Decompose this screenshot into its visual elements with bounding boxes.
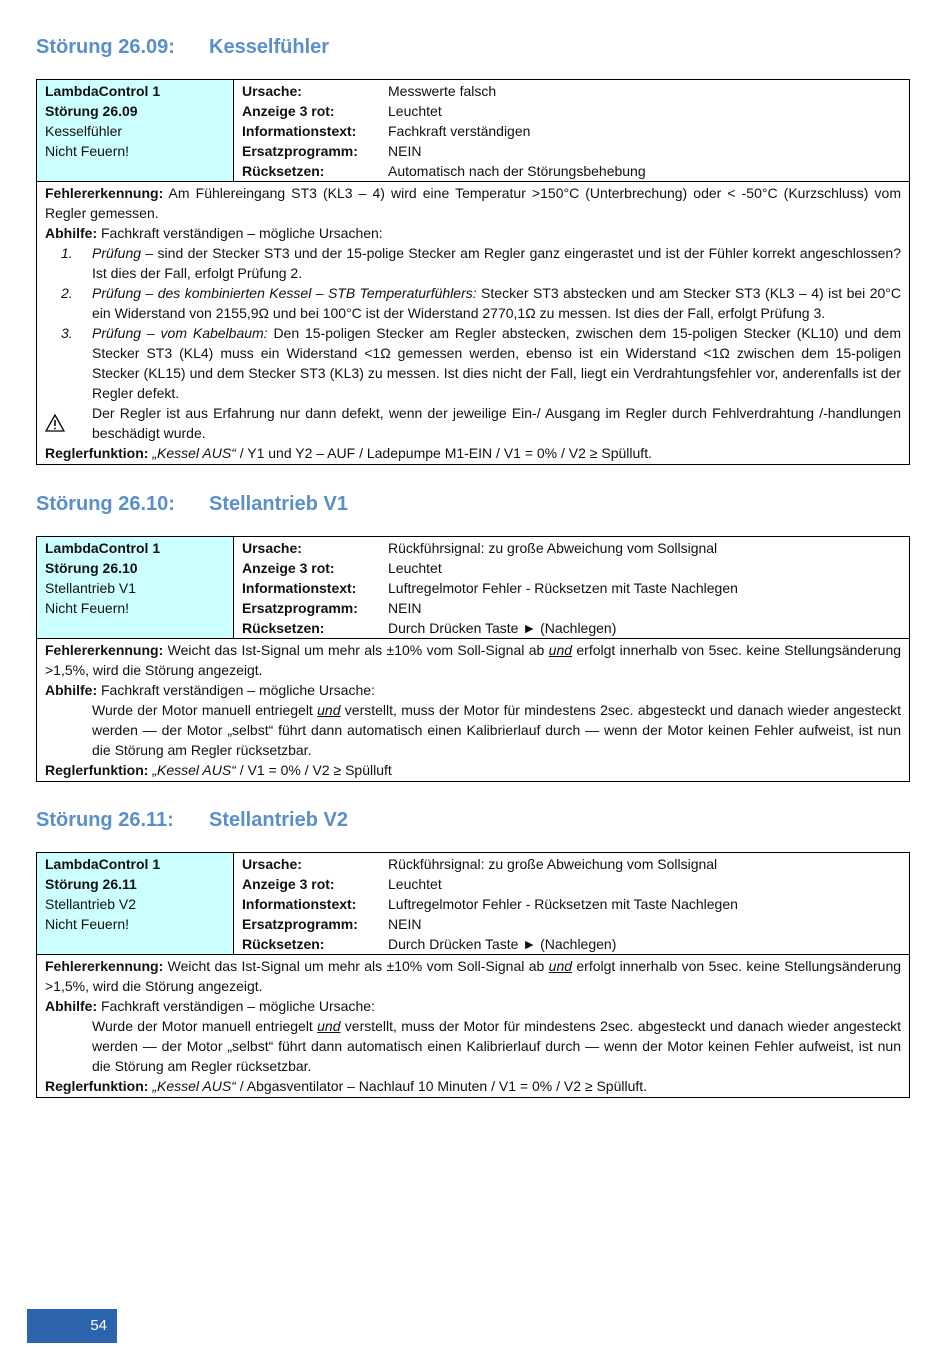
remedy-text: Fachkraft verständigen – mögliche Ursache: xyxy=(97,998,375,1014)
detail-value: Fachkraft verständigen xyxy=(388,123,531,139)
detail-row xyxy=(242,618,909,638)
detail-value: Leuchtet xyxy=(388,103,442,119)
check-list xyxy=(45,243,901,403)
remedy-body xyxy=(45,700,901,760)
detail-row xyxy=(242,538,909,558)
device-info-cell xyxy=(37,80,234,181)
detail-row xyxy=(242,558,909,578)
remedy-body xyxy=(45,1016,901,1076)
controller-function-label: Reglerfunktion: xyxy=(45,762,149,778)
fault-number: Störung 26.09: xyxy=(36,36,175,58)
list-number: 3. xyxy=(61,325,73,341)
detail-row xyxy=(242,121,909,141)
error-detection xyxy=(45,956,901,996)
error-detection-label: Fehlererkennung: xyxy=(45,185,164,201)
detail-value: NEIN xyxy=(388,143,422,159)
error-detection-label: Fehlererkennung: xyxy=(45,642,164,658)
detail-key: Informationstext: xyxy=(242,123,357,139)
detail-key: Ursache: xyxy=(242,856,302,872)
fault-component: Stellantrieb V1 xyxy=(45,580,137,596)
page-number: 54 xyxy=(90,1317,107,1334)
step-text: – sind der Stecker ST3 und der 15-polige Stecker am Regler ganz eingerastet und ist der Fühler korrekt angeschlossen? Ist dies der Fall, erfolgt Prüfung 2. xyxy=(92,245,901,281)
error-detection xyxy=(45,640,901,680)
fault-action: Nicht Feuern! xyxy=(45,916,130,932)
fault-code: Störung 26.10 xyxy=(45,560,138,576)
detail-row xyxy=(242,81,909,101)
emphasis-und: und xyxy=(548,958,573,974)
detail-row xyxy=(242,894,909,914)
emphasis-und: und xyxy=(548,642,573,658)
detail-value: Durch Drücken Taste ► (Nachlegen) xyxy=(388,620,617,636)
step-text: Stecker ST3 abstecken und am Stecker ST3 (KL3 – 4) ist bei 20°C ein Widerstand von 2155,9Ω und bei 100°C ist der Widerstand 2770,1Ω zu messen. Ist dies der Fall, erfolgt Prüfung 3. xyxy=(92,285,901,321)
fault-component: Stellantrieb V2 xyxy=(45,896,137,912)
detail-key: Informationstext: xyxy=(242,896,357,912)
detail-value: Automatisch nach der Störungsbehebung xyxy=(388,163,646,179)
detail-row xyxy=(242,854,909,874)
detail-key: Ersatzprogramm: xyxy=(242,916,358,932)
device-info-cell xyxy=(37,537,234,638)
error-detection xyxy=(45,183,901,223)
remedy xyxy=(45,223,901,243)
detail-value: NEIN xyxy=(388,916,422,932)
section-heading xyxy=(36,32,910,62)
device-name: LambdaControl 1 xyxy=(45,83,161,99)
error-detection-text: Weicht das Ist-Signal um mehr als ±10% vom Soll-Signal ab xyxy=(163,642,549,658)
step-lead: Prüfung – des kombinierten Kessel – STB Temperaturfühlers: xyxy=(92,285,477,301)
controller-function-label: Reglerfunktion: xyxy=(45,1078,149,1094)
error-detection-text: erfolgt innerhalb von 5sec. keine Stellungsänderung >1,5%, wird die Störung angezeigt. xyxy=(45,958,902,994)
remedy xyxy=(45,680,901,700)
detail-key: Rücksetzen: xyxy=(242,936,325,952)
fault-table xyxy=(36,536,910,782)
detail-value: Luftregelmotor Fehler - Rücksetzen mit Taste Nachlegen xyxy=(388,580,738,596)
step-lead: Prüfung xyxy=(92,245,142,261)
controller-function-text: / V1 = 0% / V2 ≥ Spülluft xyxy=(235,762,392,778)
error-detection-label: Fehlererkennung: xyxy=(45,958,164,974)
section-heading xyxy=(36,489,910,519)
section-26-09 xyxy=(36,32,910,465)
step-lead: Prüfung – vom Kabelbaum: xyxy=(92,325,268,341)
device-info-cell xyxy=(37,853,234,954)
remedy-label: Abhilfe: xyxy=(45,225,98,241)
detail-row xyxy=(242,914,909,934)
detail-value: Durch Drücken Taste ► (Nachlegen) xyxy=(388,936,617,952)
detail-value: Leuchtet xyxy=(388,876,442,892)
device-name: LambdaControl 1 xyxy=(45,856,161,872)
detail-row xyxy=(242,598,909,618)
detail-key: Ursache: xyxy=(242,83,302,99)
remedy-body-text: Wurde der Motor manuell entriegelt xyxy=(92,702,318,718)
controller-function-label: Reglerfunktion: xyxy=(45,445,149,461)
remedy-label: Abhilfe: xyxy=(45,998,98,1014)
details-cell xyxy=(234,853,909,954)
detail-value: Leuchtet xyxy=(388,560,442,576)
list-number: 1. xyxy=(61,245,73,261)
remedy-label: Abhilfe: xyxy=(45,682,98,698)
section-26-11 xyxy=(36,805,910,1098)
detail-key: Ersatzprogramm: xyxy=(242,600,358,616)
controller-function-text: / Abgasventilator – Nachlauf 10 Minuten / V1 = 0% / V2 ≥ Spülluft. xyxy=(235,1078,648,1094)
remedy-text: Fachkraft verständigen – mögliche Ursache: xyxy=(97,682,375,698)
error-detection-text: Weicht das Ist-Signal um mehr als ±10% vom Soll-Signal ab xyxy=(163,958,549,974)
detail-key: Rücksetzen: xyxy=(242,620,325,636)
error-detection-text: Am Fühlereingang ST3 (KL3 – 4) wird eine Temperatur >150°C (Unterbrechung) oder < -50°C (Kurzschluss) vom Regler gemessen. xyxy=(45,185,901,221)
fault-title: Kesselfühler xyxy=(209,36,330,58)
fault-number: Störung 26.11: xyxy=(36,809,174,831)
fault-title: Stellantrieb V2 xyxy=(209,809,348,831)
fault-action: Nicht Feuern! xyxy=(45,143,130,159)
error-detection-text: erfolgt innerhalb von 5sec. keine Stellungsänderung >1,5%, wird die Störung angezeigt. xyxy=(45,642,902,678)
description-cell xyxy=(37,182,909,464)
detail-value: Luftregelmotor Fehler - Rücksetzen mit Taste Nachlegen xyxy=(388,896,738,912)
fault-table xyxy=(36,79,910,465)
remedy-body-text: verstellt, muss der Motor für mindestens 2sec. abgesteckt und danach wieder angesteckt werden — der Motor „selbst“ führt dann automatisch einen Kalibrierlauf durch — wenn der Motor keinen Fehler aufweist, ist nun die Störung am Regler rücksetzbar. xyxy=(92,702,901,758)
device-name: LambdaControl 1 xyxy=(45,540,161,556)
controller-function-text: / Y1 und Y2 – AUF / Ladepumpe M1-EIN / V1 = 0% / V2 ≥ Spülluft. xyxy=(235,445,652,461)
detail-key: Informationstext: xyxy=(242,580,357,596)
details-cell xyxy=(234,80,909,181)
detail-key: Anzeige 3 rot: xyxy=(242,103,335,119)
controller-function xyxy=(45,1076,901,1096)
fault-number: Störung 26.10: xyxy=(36,493,175,515)
detail-key: Ersatzprogramm: xyxy=(242,143,358,159)
fault-table xyxy=(36,852,910,1098)
remedy-text: Fachkraft verständigen – mögliche Ursachen: xyxy=(97,225,383,241)
detail-key: Anzeige 3 rot: xyxy=(242,876,335,892)
remedy-body-text: Wurde der Motor manuell entriegelt xyxy=(92,1018,318,1034)
description-cell xyxy=(37,955,909,1097)
fault-title: Stellantrieb V1 xyxy=(209,493,348,515)
details-cell xyxy=(234,537,909,638)
detail-value: Messwerte falsch xyxy=(388,83,497,99)
detail-row xyxy=(242,161,909,181)
list-item xyxy=(45,323,901,403)
detail-value: Rückführsignal: zu große Abweichung vom Sollsignal xyxy=(388,540,718,556)
warning-triangle-icon xyxy=(45,403,92,443)
controller-function-italic: „Kessel AUS“ xyxy=(148,1078,236,1094)
detail-row xyxy=(242,141,909,161)
detail-value: Rückführsignal: zu große Abweichung vom Sollsignal xyxy=(388,856,718,872)
detail-row xyxy=(242,578,909,598)
controller-function-italic: „Kessel AUS“ xyxy=(148,445,236,461)
controller-function xyxy=(45,443,901,463)
section-heading xyxy=(36,805,910,835)
fault-action: Nicht Feuern! xyxy=(45,600,130,616)
emphasis-und: und xyxy=(317,702,341,718)
page-number-box xyxy=(27,1309,117,1343)
detail-value: NEIN xyxy=(388,600,422,616)
fault-code: Störung 26.11 xyxy=(45,876,137,892)
warning-note xyxy=(45,403,901,443)
fault-code: Störung 26.09 xyxy=(45,103,138,119)
step-text: Den 15-poligen Stecker am Regler abstecken, zwischen dem 15-poligen Stecker (KL10) und dem Stecker ST3 (KL4) muss ein Widerstand <1Ω gemessen werden, ebenso ist ein Widerstand <1Ω zwischen dem 15-poligen Stecker (KL15) und dem Stecker ST3 (KL3) zu messen. Ist dies nicht der Fall, liegt ein Verdrahtungsfehler vor, anderenfalls ist der Regler defekt. xyxy=(92,325,901,401)
controller-function xyxy=(45,760,901,780)
remedy-body-text: verstellt, muss der Motor für mindestens 2sec. abgesteckt und danach wieder angesteckt werden — der Motor „selbst“ führt dann automatisch einen Kalibrierlauf durch — wenn der Motor keinen Fehler aufweist, ist nun die Störung am Regler rücksetzbar. xyxy=(92,1018,901,1074)
list-item xyxy=(45,283,901,323)
description-cell xyxy=(37,639,909,781)
detail-row xyxy=(242,101,909,121)
detail-row xyxy=(242,874,909,894)
emphasis-und: und xyxy=(317,1018,341,1034)
list-number: 2. xyxy=(61,285,73,301)
detail-key: Anzeige 3 rot: xyxy=(242,560,335,576)
section-26-10 xyxy=(36,489,910,782)
detail-key: Ursache: xyxy=(242,540,302,556)
remedy xyxy=(45,996,901,1016)
detail-key: Rücksetzen: xyxy=(242,163,325,179)
warning-text: Der Regler ist aus Erfahrung nur dann defekt, wenn der jeweilige Ein-/ Ausgang im Regler durch Fehlverdrahtung /-handlungen beschädigt wurde. xyxy=(92,405,901,441)
list-item xyxy=(45,243,901,283)
fault-component: Kesselfühler xyxy=(45,123,123,139)
controller-function-italic: „Kessel AUS“ xyxy=(148,762,236,778)
detail-row xyxy=(242,934,909,954)
